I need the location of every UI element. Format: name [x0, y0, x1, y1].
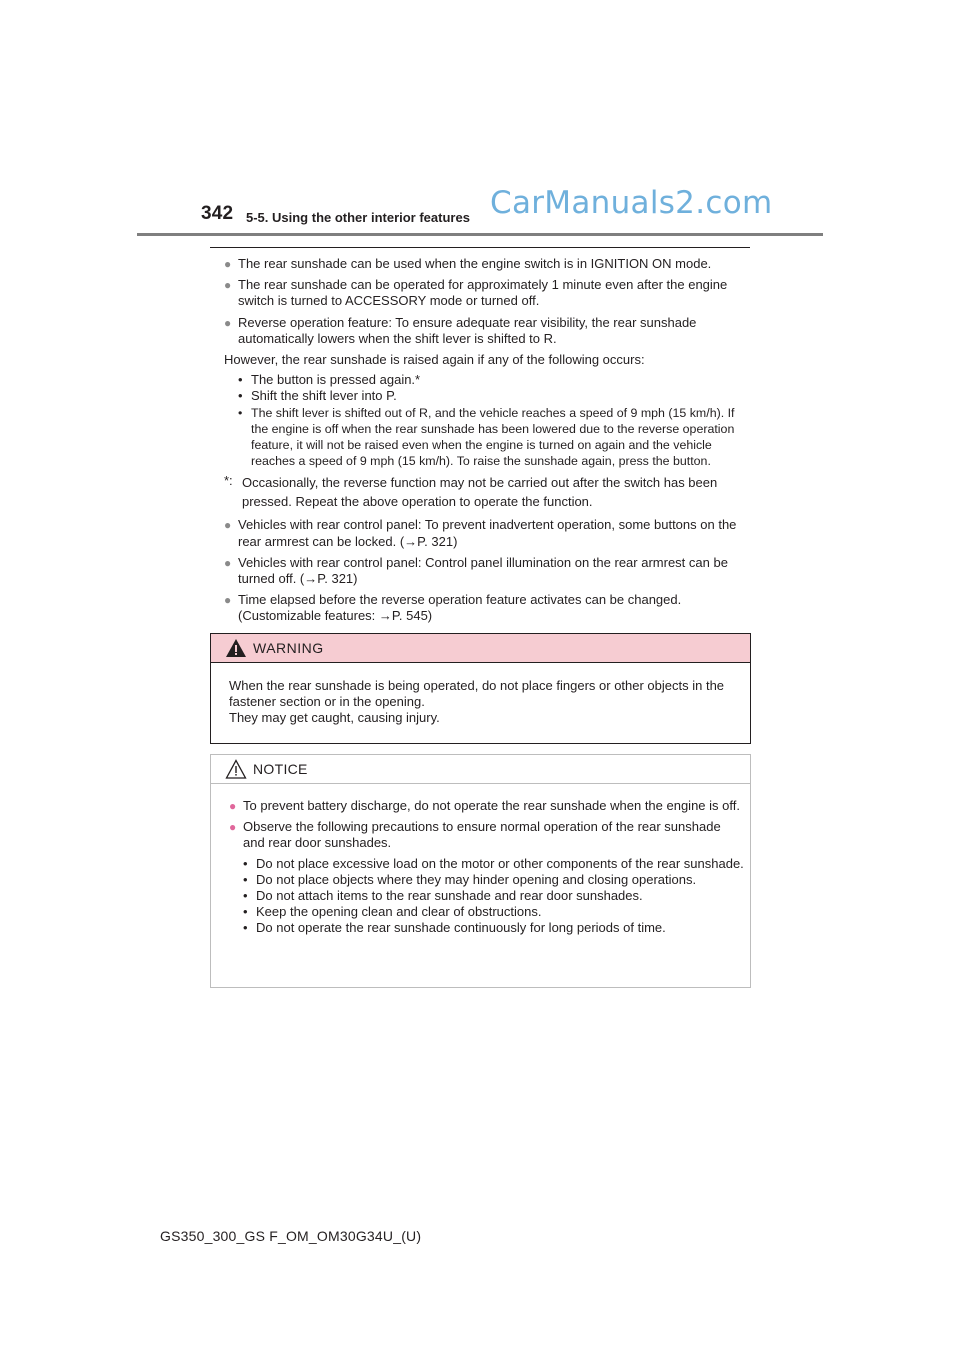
notice-title: NOTICE	[253, 761, 308, 777]
main-content	[224, 256, 752, 625]
warning-triangle-icon	[225, 638, 247, 658]
precaution-item: • Do not place objects where they may hinder opening and closing operations.	[243, 872, 697, 887]
list-item: ● Time elapsed before the reverse operation feature activates can be changed. (Customizable features: →P. 545)	[224, 592, 682, 624]
bullet-dot-icon: ●	[229, 820, 237, 834]
bullet-dot-icon: ●	[224, 555, 232, 570]
notice-text	[229, 798, 745, 936]
warning-text: When the rear sunshade is being operated, do not place fingers or other objects in the fastener section or in the opening. They may get caught, causing injury.	[229, 678, 725, 725]
watermark-link[interactable]: CarManuals2.com	[490, 185, 773, 221]
content-top-divider	[210, 247, 750, 248]
precaution-item: • Do not attach items to the rear sunshade and rear door sunshades.	[243, 888, 643, 903]
bullet-dot-icon: ●	[224, 278, 232, 293]
list-item: ● The rear sunshade can be used when the engine switch is in IGNITION ON mode.	[224, 256, 712, 271]
precaution-item: • Do not operate the rear sunshade continuously for long periods of time.	[243, 920, 666, 935]
precaution-item: • Do not place excessive load on the motor or other components of the rear sunshade.	[243, 856, 744, 871]
notice-header	[211, 755, 750, 784]
bullet-dot-icon: ●	[224, 257, 232, 271]
list-item: ● To prevent battery discharge, do not operate the rear sunshade when the engine is off.	[229, 798, 740, 813]
list-item: ● Vehicles with rear control panel: To prevent inadvertent operation, some buttons on the rear armrest can be locked. (→P. 321)	[224, 517, 737, 549]
notice-box	[210, 754, 751, 988]
condition-item: • The shift lever is shifted out of R, and the vehicle reaches a speed of 9 mph (15 km/h). If the engine is off when the rear sunshade has been lowered due to the reverse operation feature, it will not be raised even when the engine is turned on again and the vehicle reaches a speed of 9 mph (15 km/h). To raise the sunshade again, press the button.	[238, 405, 735, 469]
bullet-dot-icon: ●	[229, 799, 237, 813]
list-item: ● Vehicles with rear control panel: Control panel illumination on the rear armrest can be turned off. (→P. 321)	[224, 554, 728, 587]
page-number: 342	[201, 203, 234, 224]
list-item: ● Reverse operation feature: To ensure adequate rear visibility, the rear sunshade automatically lowers when the shift lever is shifted to R.	[224, 314, 697, 346]
footer-doc-code: GS350_300_GS F_OM_OM30G34U_(U)	[160, 1228, 422, 1244]
section-title: 5-5. Using the other interior features	[246, 210, 470, 225]
condition-item: • The button is pressed again.*	[238, 372, 421, 388]
list-item: ● The rear sunshade can be operated for approximately 1 minute even after the engine switch is turned to ACCESSORY mode or turned off.	[224, 277, 728, 309]
caution-triangle-icon	[225, 759, 247, 779]
bullet-dot-icon: ●	[224, 518, 232, 533]
footnote: *: Occasionally, the reverse function may not be carried out after the switch has been pressed. Repeat the above operation to operate the function.	[224, 473, 718, 510]
header-divider	[137, 233, 823, 236]
warning-header	[211, 634, 750, 663]
precaution-item: • Keep the opening clean and clear of obstructions.	[243, 904, 542, 919]
warning-box	[210, 633, 751, 744]
condition-item: • Shift the shift lever into P.	[238, 388, 397, 404]
list-item: ● Observe the following precautions to ensure normal operation of the rear sunshade and rear door sunshades.	[229, 819, 721, 850]
however-text: However, the rear sunshade is raised again if any of the following occurs:	[224, 352, 645, 368]
bullet-dot-icon: ●	[224, 315, 232, 330]
bullet-dot-icon: ●	[224, 593, 232, 608]
warning-title: WARNING	[253, 640, 324, 656]
